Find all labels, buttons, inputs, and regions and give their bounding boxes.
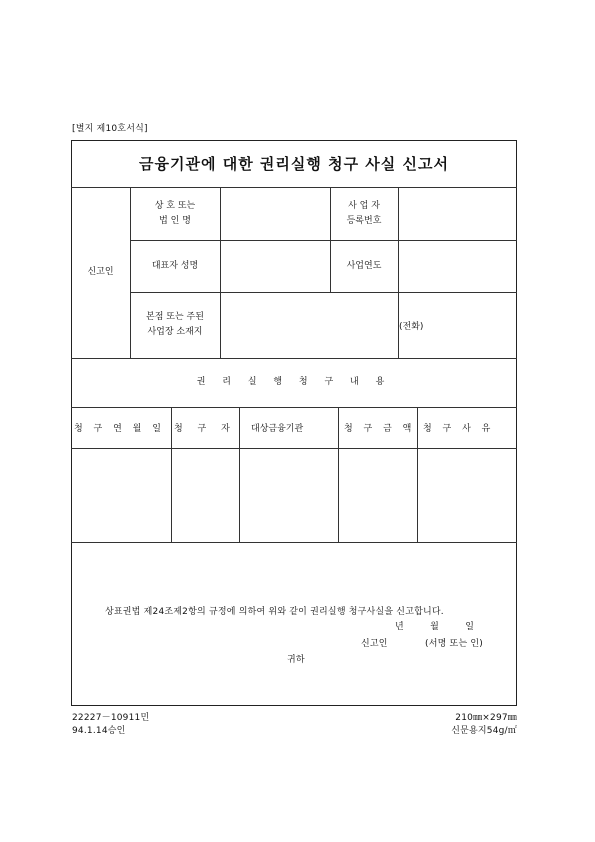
- header-claim-amount: 청 구 금 액: [344, 424, 416, 434]
- financial-institution-field[interactable]: [239, 448, 338, 542]
- birth-year-field[interactable]: [398, 240, 517, 292]
- footer-code: 22227－10911민: [72, 713, 150, 723]
- company-name-field[interactable]: [220, 187, 330, 240]
- divider: [71, 542, 517, 543]
- claim-reason-field[interactable]: [417, 448, 517, 542]
- form-title: 금융기관에 대한 권리실행 청구 사실 신고서: [139, 155, 449, 173]
- sign-note: (서명 또는 인): [425, 639, 484, 649]
- representative-label: 대표자 성명: [151, 260, 199, 271]
- claim-section-title: 권 리 실 행 청 구 내 용: [196, 377, 392, 387]
- birth-year-label: 사업연도: [346, 260, 382, 271]
- form-label: [별지 제10호서식]: [72, 124, 148, 134]
- address-label: 본점 또는 주된 사업장 소재지: [146, 312, 204, 337]
- header-claimant: 청 구 자: [174, 424, 236, 434]
- footer-approval: 94.1.14승인: [72, 726, 126, 736]
- reporter-label: 신고인: [87, 267, 114, 277]
- header-claim-reason: 청 구 사 유: [423, 424, 495, 434]
- claimant-field[interactable]: [171, 448, 239, 542]
- declaration-statement: 상표권법 제24조제2항의 규정에 의하여 위와 같이 권리실행 청구사실을 신고합니다.: [105, 607, 444, 617]
- header-claim-date: 청 구 연 월 일: [74, 424, 165, 434]
- representative-field[interactable]: [220, 240, 330, 292]
- footer-paper: 신문용지54g/㎡: [451, 726, 517, 736]
- address-field[interactable]: [220, 292, 398, 358]
- claim-date-field[interactable]: [71, 448, 171, 542]
- phone-label: (전화): [399, 321, 424, 332]
- header-financial-institution: 대상금융기관: [251, 424, 304, 434]
- business-reg-no-label: 사 업 자 등록번호: [346, 200, 382, 226]
- footer-size: 210㎜×297㎜: [455, 713, 517, 723]
- declaration-date: 년 월 일: [395, 622, 477, 632]
- addressee: 귀하: [287, 655, 305, 665]
- signer-label: 신고인: [361, 639, 388, 649]
- business-reg-no-field[interactable]: [398, 187, 517, 240]
- claim-amount-field[interactable]: [338, 448, 417, 542]
- company-name-label: 상 호 또는 법 인 명: [154, 200, 196, 226]
